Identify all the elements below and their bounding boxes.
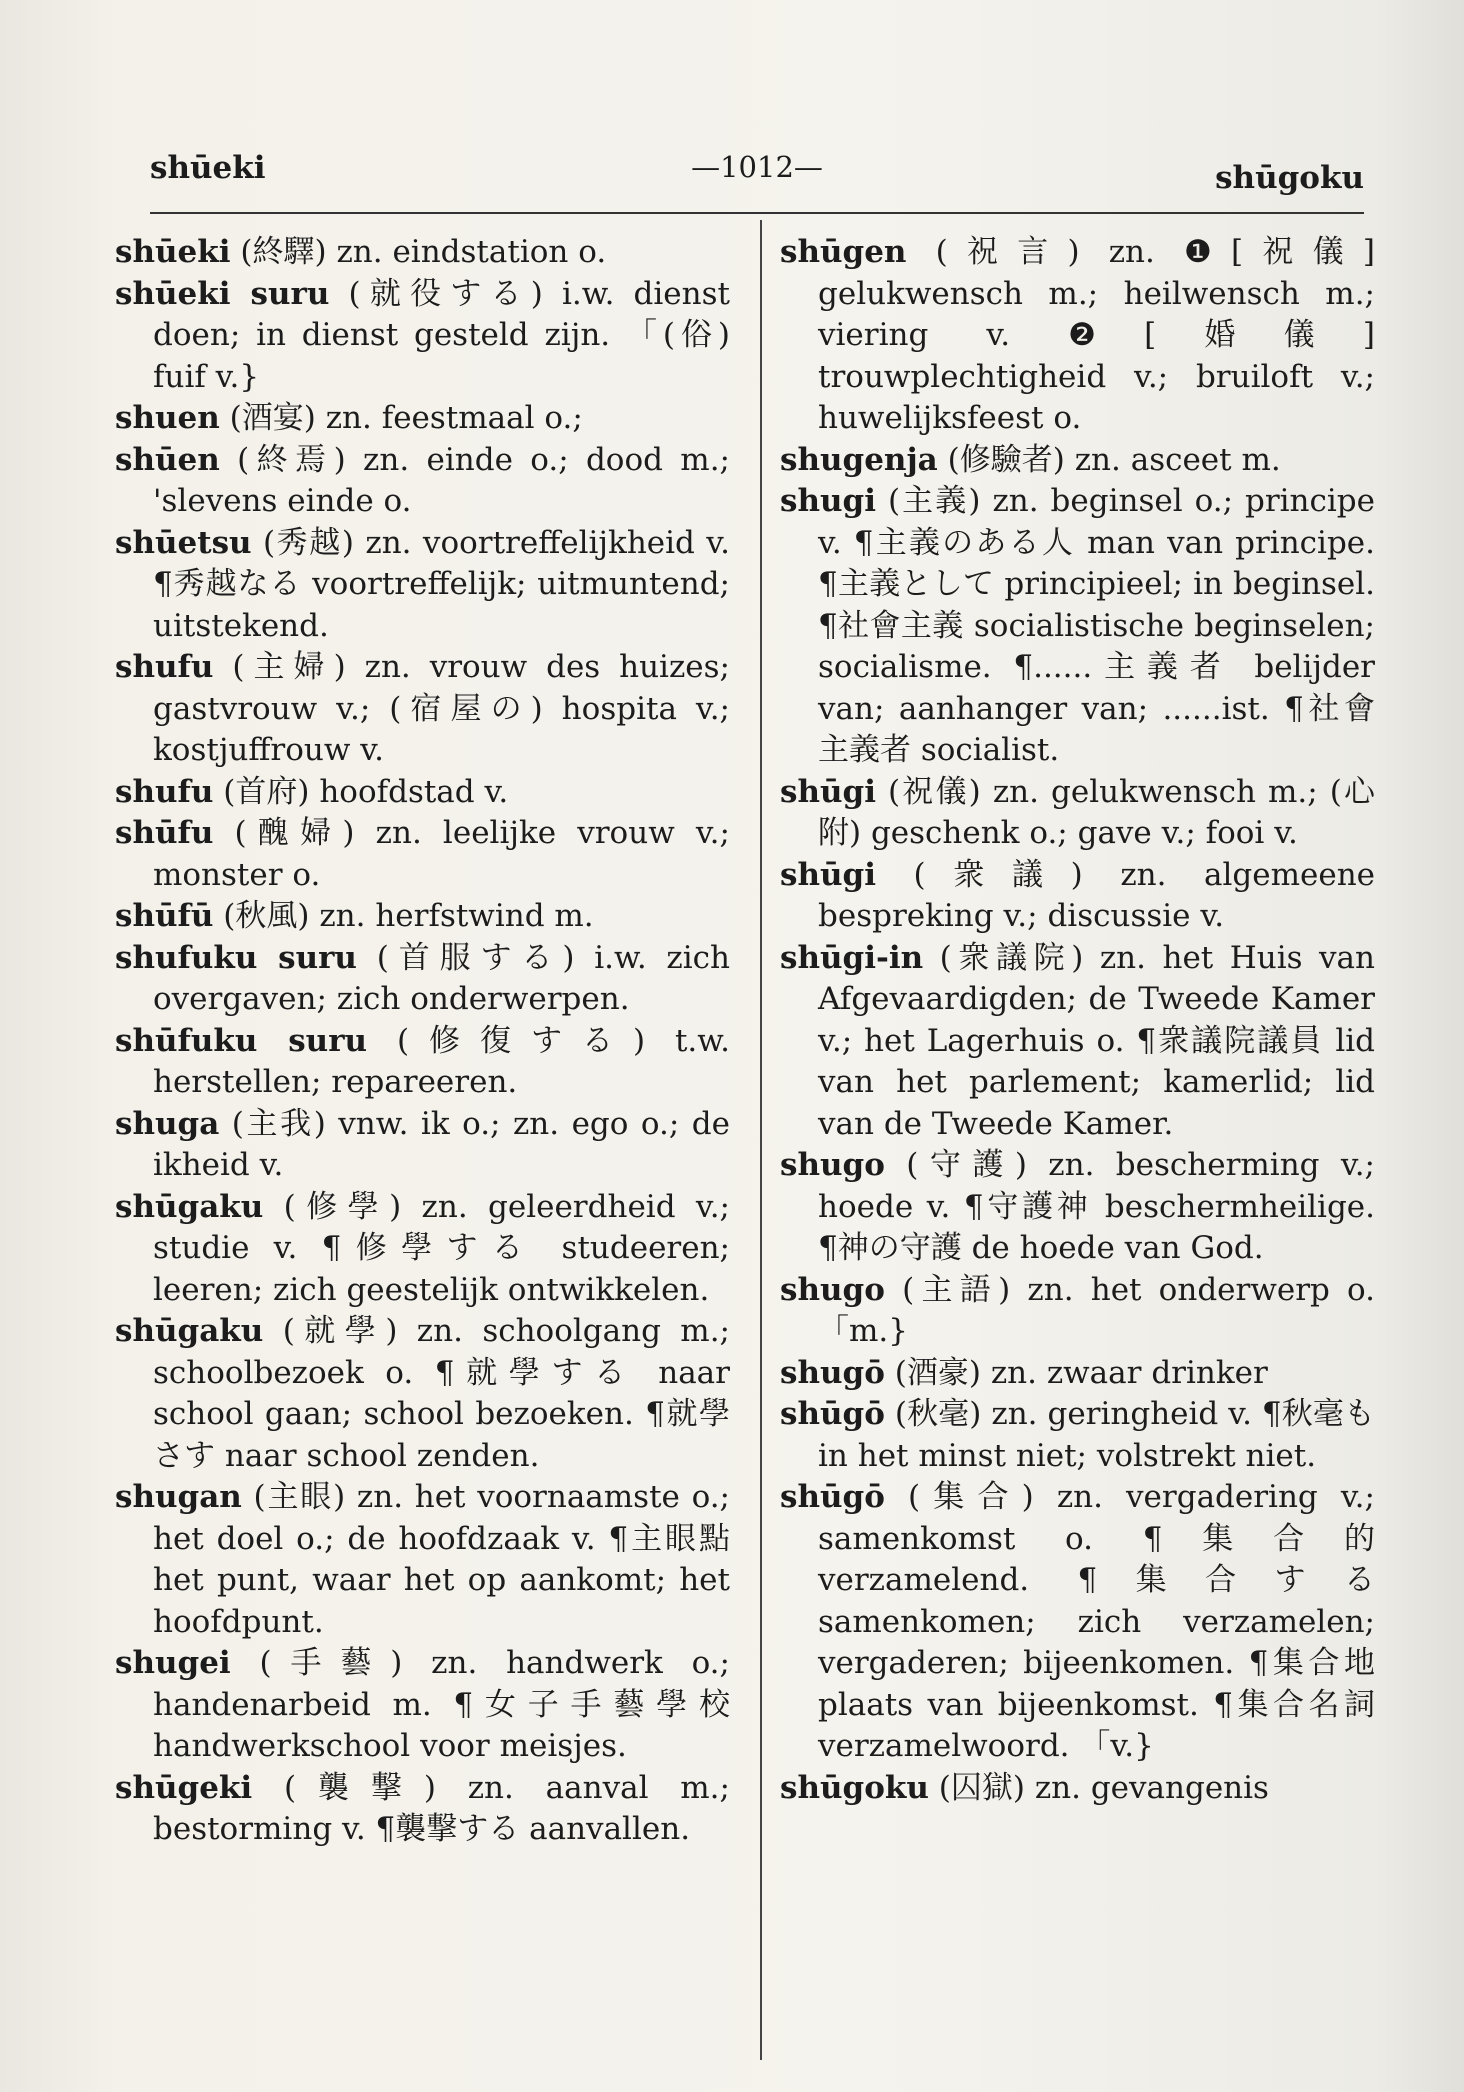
kanji: (就學) xyxy=(282,1313,398,1349)
dictionary-entry xyxy=(780,1270,1375,1353)
headword: shugei xyxy=(115,1645,231,1681)
headword: shūfu xyxy=(115,815,214,851)
kanji: (主我) xyxy=(231,1105,326,1142)
dictionary-entry xyxy=(115,1187,730,1312)
kanji: (首服する) xyxy=(376,939,575,976)
definition: zn. het onderwerp o. 「m.} xyxy=(818,1271,1376,1349)
dictionary-entry xyxy=(780,1477,1375,1768)
left-guide-word: shūeki xyxy=(150,150,266,186)
kanji: (主眼) xyxy=(253,1479,346,1515)
dictionary-entry xyxy=(780,232,1375,440)
definition: zn. eindstation o. xyxy=(336,234,607,270)
headword: shufuku suru xyxy=(115,939,357,976)
dictionary-entry xyxy=(115,1477,730,1643)
dictionary-entry xyxy=(115,1311,730,1477)
kanji: (修復する) xyxy=(396,1022,646,1059)
definition: zn. aanval m.; bestorming v. ¶襲撃する aanvallen. xyxy=(153,1769,730,1847)
definition: zn. asceet m. xyxy=(1074,441,1281,478)
headword: shūgi xyxy=(780,773,876,810)
definition: zn. geringheid v. ¶秋毫も in het minst niet; volstrekt niet. xyxy=(818,1396,1375,1474)
definition: vnw. ik o.; zn. ego o.; de ikheid v. xyxy=(153,1105,730,1183)
kanji: (集合) xyxy=(907,1479,1034,1515)
kanji: (囚獄) xyxy=(938,1769,1025,1806)
headword: shuen xyxy=(115,400,220,436)
definition: zn. gevangenis xyxy=(1034,1769,1269,1806)
dictionary-entry xyxy=(780,938,1375,1146)
kanji: (主婦) xyxy=(232,649,346,685)
definition: zn. algemeene bespreking v.; discussie v. xyxy=(818,856,1376,934)
headword: shūgeki xyxy=(115,1769,253,1806)
definition: zn. schoolgang m.; schoolbezoek o. ¶就學する naar school gaan; school bezoeken. ¶就學さす naar school zenden. xyxy=(153,1313,730,1474)
kanji: (醜婦) xyxy=(234,815,355,851)
kanji: (衆議) xyxy=(913,856,1083,893)
dictionary-entry xyxy=(115,813,730,896)
definition: zn. vergadering v.; samenkomst o. ¶集合的 verzamelend. ¶集合する samenkomen; zich verzamelen; vergaderen; bijeenkomen. ¶集合地 plaats van bijeenkomst. ¶集合名詞 verzamelwoord. 「v.} xyxy=(818,1479,1375,1764)
kanji: (就役する) xyxy=(348,275,543,312)
dictionary-entry xyxy=(780,1353,1375,1395)
header-rule xyxy=(150,212,1364,214)
definition: zn. leelijke vrouw v.; monster o. xyxy=(153,815,730,893)
dictionary-entry xyxy=(115,1104,730,1187)
headword: shūetsu xyxy=(115,524,252,561)
right-guide-word: shūgoku xyxy=(1215,160,1364,196)
definition: i.w. zich overgaven; zich onderwerpen. xyxy=(153,939,731,1017)
dictionary-entry xyxy=(780,855,1375,938)
definition: zn. handwerk o.; handenarbeid m. ¶女子手藝學校 handwerkschool voor meisjes. xyxy=(153,1645,730,1764)
kanji: (秀越) xyxy=(263,524,354,561)
definition: zn. gelukwensch m.; (心附) geschenk o.; gave v.; fooi v. xyxy=(818,773,1375,851)
headword: shūgaku xyxy=(115,1313,264,1349)
dictionary-entry xyxy=(115,1768,730,1851)
kanji: (襲撃) xyxy=(283,1769,436,1806)
headword: shūfuku suru xyxy=(115,1022,368,1059)
headword: shugan xyxy=(115,1479,242,1515)
definition: t.w. herstellen; repareeren. xyxy=(153,1022,730,1100)
headword: shūgi-in xyxy=(780,939,924,976)
definition: zn. voortreffelijkheid v. ¶秀越なる voortreffelijk; uitmuntend; uitstekend. xyxy=(153,524,730,644)
kanji: (手藝) xyxy=(259,1645,403,1681)
dictionary-entry xyxy=(115,896,730,938)
headword: shūeki suru xyxy=(115,275,330,312)
dictionary-entry xyxy=(115,440,730,523)
headword: shugo xyxy=(780,1147,885,1183)
kanji: (祝言) xyxy=(935,234,1080,270)
headword: shugi xyxy=(780,483,876,519)
dictionary-entry xyxy=(780,772,1375,855)
headword: shūgō xyxy=(780,1479,885,1515)
kanji: (酒宴) xyxy=(229,400,316,436)
kanji: (首府) xyxy=(223,773,310,810)
dictionary-entry xyxy=(115,647,730,772)
dictionary-entry xyxy=(115,398,730,440)
left-column xyxy=(115,232,730,1851)
headword: shufu xyxy=(115,649,214,685)
kanji: (終驛) xyxy=(240,234,327,270)
definition: zn. het voornaamste o.; het doel o.; de hoofdzaak v. ¶主眼點 het punt, waar het op aankomt; het hoofdpunt. xyxy=(153,1479,730,1640)
kanji: (祝儀) xyxy=(888,773,981,810)
dictionary-entry xyxy=(115,274,730,399)
dictionary-entry xyxy=(115,232,730,274)
dictionary-entry xyxy=(115,772,730,814)
definition: zn. vrouw des huizes; gastvrouw v.; (宿屋の) hospita v.; kostjuffrouw v. xyxy=(153,649,730,768)
definition: zn. het Huis van Afgevaardigden; de Tweede Kamer v.; het Lagerhuis o. ¶衆議院議員 lid van het parlement; kamerlid; lid van de Tweede Kamer. xyxy=(818,939,1375,1142)
definition: zn. herfstwind m. xyxy=(319,898,594,934)
definition: zn. einde o.; dood m.; 'slevens einde o. xyxy=(153,441,730,519)
headword: shūgō xyxy=(780,1396,885,1432)
kanji: (秋毫) xyxy=(894,1396,982,1432)
dictionary-entry xyxy=(115,938,730,1021)
definition: zn. ❶[祝儀] gelukwensch m.; heilwensch m.; viering v. ❷[婚儀] trouwplechtigheid v.; bruiloft v.; huwelijksfeest o. xyxy=(818,234,1375,436)
definition: zn. beginsel o.; principe v. ¶主義のある人 man van principe. ¶主義として principieel; in beginsel. ¶社會主義 socialistische beginselen; socialisme. ¶......主義者 belijder van; aanhanger van; ......ist. ¶社會主義者 socialist. xyxy=(818,483,1375,768)
dictionary-entry xyxy=(780,440,1375,482)
definition: hoofdstad v. xyxy=(319,773,509,810)
page-header xyxy=(150,150,1364,200)
headword: shūgoku xyxy=(780,1769,929,1806)
definition: zn. zwaar drinker xyxy=(990,1354,1268,1391)
dictionary-entry xyxy=(115,1021,730,1104)
definition: zn. geleerdheid v.; studie v. ¶修學する studeeren; leeren; zich geestelijk ontwikkelen. xyxy=(153,1188,730,1308)
headword: shufu xyxy=(115,773,214,810)
kanji: (主義) xyxy=(887,483,981,519)
dictionary-entry xyxy=(780,1768,1375,1810)
definition: zn. bescherming v.; hoede v. ¶守護神 beschermheilige. ¶神の守護 de hoede van God. xyxy=(818,1147,1375,1266)
definition: i.w. dienst doen; in dienst gesteld zijn. 「(俗) fuif v.} xyxy=(153,275,730,395)
headword: shūfū xyxy=(115,898,214,934)
kanji: (修驗者) xyxy=(947,441,1065,478)
headword: shūeki xyxy=(115,234,231,270)
right-column xyxy=(780,232,1375,1809)
kanji: (秋風) xyxy=(223,898,310,934)
kanji: (終焉) xyxy=(237,441,346,478)
dictionary-entry xyxy=(780,1145,1375,1270)
page-number: —1012— xyxy=(691,150,823,184)
dictionary-entry xyxy=(115,523,730,648)
kanji: (守護) xyxy=(906,1147,1027,1183)
headword: shūgaku xyxy=(115,1188,264,1225)
headword: shugenja xyxy=(780,441,938,478)
kanji: (酒豪) xyxy=(894,1354,981,1391)
kanji: (主語) xyxy=(902,1271,1011,1308)
headword: shūgi xyxy=(780,856,876,893)
dictionary-entry xyxy=(780,1394,1375,1477)
headword: shugo xyxy=(780,1271,885,1308)
headword: shūen xyxy=(115,441,220,478)
column-divider xyxy=(760,220,762,2060)
headword: shuga xyxy=(115,1105,220,1142)
kanji: (衆議院) xyxy=(939,939,1084,976)
kanji: (修學) xyxy=(283,1188,402,1225)
definition: zn. feestmaal o.; xyxy=(325,400,583,436)
headword: shūgen xyxy=(780,234,907,270)
dictionary-entry xyxy=(780,481,1375,772)
headword: shugō xyxy=(780,1354,885,1391)
dictionary-entry xyxy=(115,1643,730,1768)
